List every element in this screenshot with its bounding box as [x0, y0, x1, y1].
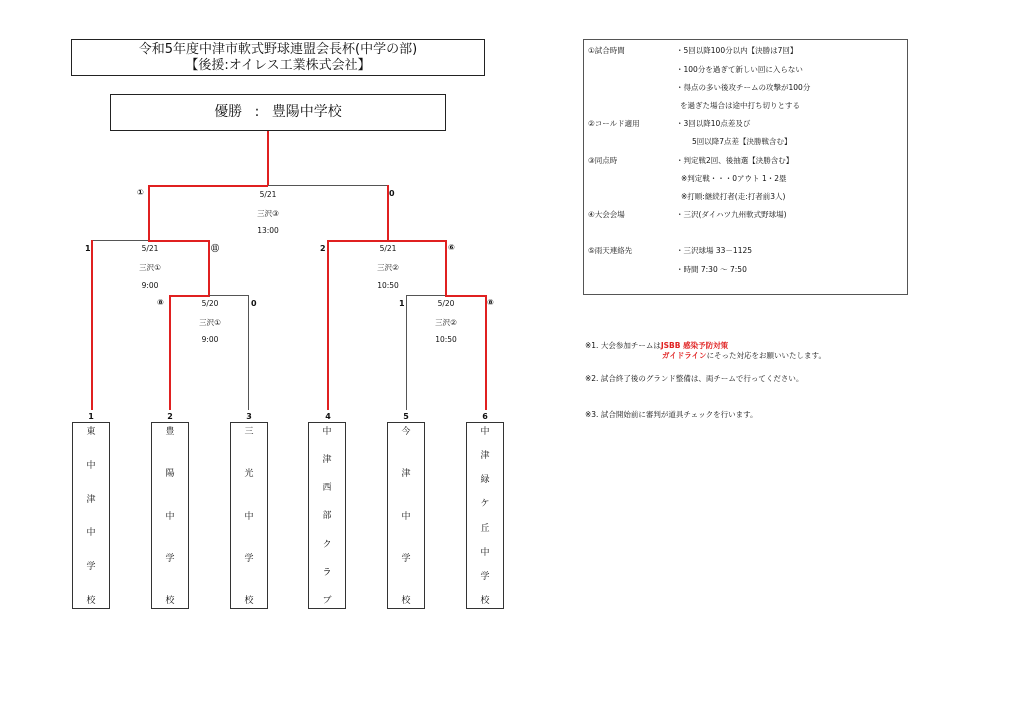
team6-char: 津 — [480, 451, 490, 462]
team4-char: 部 — [322, 511, 332, 522]
rule4-label: ④大会会場 — [588, 210, 625, 219]
rule3-label: ③同点時 — [588, 156, 618, 165]
team4-char: ラ — [322, 567, 332, 578]
qf-left-score-left: ⑧ — [157, 298, 164, 307]
qf-left-venue: 三沢① — [199, 318, 221, 327]
final-score-right: 0 — [389, 189, 395, 198]
semi-left-score-right: ⑪ — [211, 244, 219, 253]
team3-seed: 3 — [246, 412, 252, 421]
team4-line — [327, 240, 329, 410]
note-1-suffix: にそった対応をお願いいたします。 — [706, 351, 826, 360]
team6-char: 丘 — [480, 523, 490, 534]
team3-char: 三 — [244, 427, 254, 437]
rule4-line1: ・三沢(ダイハツ九州軟式野球場) — [676, 210, 787, 219]
team3-char: 光 — [244, 469, 254, 480]
champion-box — [110, 94, 446, 131]
tournament-title — [71, 39, 485, 76]
qf-right-time: 10:50 — [435, 335, 457, 344]
team2-seed: 2 — [167, 412, 173, 421]
final-drop-left — [148, 185, 150, 241]
team1-char: 中 — [86, 460, 96, 471]
team6-char: ケ — [480, 499, 490, 510]
team3-char: 中 — [244, 511, 254, 522]
team5-char: 校 — [401, 596, 411, 606]
note-3: ※3. 試合開始前に審判が道具チェックを行います。 — [585, 410, 758, 419]
semi-right-drop-right — [445, 240, 447, 296]
team6-seed: 6 — [482, 412, 488, 421]
qf-right-line-b — [445, 295, 486, 297]
team1-char: 中 — [86, 528, 96, 539]
note-1-guideline: ガイドライン — [662, 351, 707, 360]
team5-char: 中 — [401, 511, 411, 522]
team6-char: 中 — [480, 427, 490, 437]
final-venue: 三沢③ — [257, 209, 279, 218]
semi-right-line-a — [327, 240, 388, 242]
rule2-line1: ・3回以降10点差及び — [676, 119, 751, 128]
semi-right-score-right: ⑥ — [448, 243, 455, 252]
semi-right-score-left: 2 — [320, 244, 326, 253]
qf-right-line-a — [406, 295, 446, 296]
semi-left-date: 5/21 — [141, 244, 159, 253]
semi-right-time: 10:50 — [377, 281, 399, 290]
semi-right-venue: 三沢② — [377, 263, 399, 272]
team2-box — [151, 422, 189, 609]
rule3-line2: ※判定戦・・・0アウト 1・2塁 — [681, 174, 787, 183]
semi-right-date: 5/21 — [379, 244, 397, 253]
note-1-guideline-title: JSBB 感染予防対策 — [660, 341, 729, 350]
team1-char: 学 — [86, 562, 96, 573]
team3-line — [248, 295, 249, 410]
semi-left-score-left: 1 — [85, 244, 91, 253]
qf-right-venue: 三沢② — [435, 318, 457, 327]
champion-stem — [267, 131, 269, 186]
team2-char: 校 — [165, 596, 175, 606]
rule3-line3: ※打順:継続打者(走:打者前3人) — [681, 192, 786, 201]
team1-line — [91, 240, 93, 410]
rule5-line2: ・時間 7:30 ～ 7:50 — [676, 265, 747, 274]
team5-seed: 5 — [403, 412, 409, 421]
team3-box — [230, 422, 268, 609]
team6-box — [466, 422, 504, 609]
rule2-label: ②コールド適用 — [588, 119, 640, 128]
team6-char: 校 — [480, 595, 490, 606]
team5-box — [387, 422, 425, 609]
team5-line — [406, 295, 407, 410]
rule1-line1: ・5回以降100分以内【決勝は7回】 — [676, 46, 798, 55]
team5-char: 津 — [401, 469, 411, 480]
champion-label: 優勝 — [214, 104, 243, 120]
qf-right-score-right: ⑧ — [487, 298, 494, 307]
team6-char: 中 — [480, 547, 490, 558]
semi-left-venue: 三沢① — [139, 263, 161, 272]
qf-left-score-right: 0 — [251, 299, 257, 308]
qf-left-time: 9:00 — [201, 335, 219, 344]
rule5-line1: ・三沢球場 33－1125 — [676, 246, 753, 255]
qf-left-line-a — [169, 295, 210, 297]
team6-line — [485, 295, 487, 410]
team1-box — [72, 422, 110, 609]
qf-right-score-left: 1 — [399, 299, 405, 308]
semi-left-time: 9:00 — [141, 281, 159, 290]
rule1-line2: ・100分を過ぎて新しい回に入らない — [676, 65, 803, 74]
final-date: 5/21 — [259, 190, 277, 199]
note-1-line2 — [662, 350, 826, 361]
team4-char: ク — [322, 539, 332, 550]
semi-left-line-b — [148, 240, 209, 242]
team5-char: 今 — [401, 427, 411, 437]
final-score-left: ① — [137, 188, 144, 197]
qf-right-date: 5/20 — [437, 299, 455, 308]
champion-team: 豊陽中学校 — [271, 104, 342, 120]
rule2-line2: 5回以降7点差【決勝戦含む】 — [692, 137, 792, 146]
rule1-line3: ・得点の多い後攻チームの攻撃が100分 — [676, 83, 811, 92]
team1-seed: 1 — [88, 412, 94, 421]
team2-char: 学 — [165, 553, 175, 564]
semi-left-drop-right — [208, 240, 210, 296]
semi-left-line-a — [91, 240, 149, 241]
rule1-label: ①試合時間 — [588, 46, 625, 55]
rule5-label: ⑤雨天連絡先 — [588, 246, 633, 255]
team3-char: 校 — [244, 596, 254, 606]
team4-seed: 4 — [325, 412, 331, 421]
team4-char: 中 — [322, 427, 332, 437]
rule3-line1: ・判定戦2回、後抽選【決勝含む】 — [676, 156, 794, 165]
team4-char: ブ — [322, 595, 332, 606]
note-1-prefix: ※1. 大会参加チームは — [585, 341, 661, 350]
team2-line — [169, 295, 171, 410]
team5-char: 学 — [401, 553, 411, 564]
team1-char: 津 — [86, 494, 96, 505]
team3-char: 学 — [244, 553, 254, 564]
semi-right-line-b — [387, 240, 446, 242]
champion-separator: : — [254, 104, 260, 120]
team2-char: 豊 — [165, 427, 175, 437]
note-2: ※2. 試合終了後のグランド整備は、両チームで行ってください。 — [585, 374, 804, 383]
final-time: 13:00 — [257, 226, 279, 235]
final-line-left — [148, 185, 268, 187]
rule1-line4: を過ぎた場合は途中打ち切りとする — [680, 101, 800, 110]
team4-box — [308, 422, 346, 609]
team2-char: 中 — [165, 511, 175, 522]
team1-char: 校 — [86, 595, 96, 606]
final-line-right — [268, 185, 389, 186]
team6-char: 緑 — [480, 475, 490, 486]
team1-char: 東 — [86, 427, 96, 437]
qf-left-line-b — [209, 295, 249, 296]
team4-char: 西 — [322, 483, 332, 494]
team2-char: 陽 — [165, 469, 175, 480]
rules-box — [583, 39, 908, 295]
title-line-1: 令和5年度中津市軟式野球連盟会長杯(中学の部) — [138, 42, 418, 57]
qf-left-date: 5/20 — [201, 299, 219, 308]
team6-char: 学 — [480, 571, 490, 582]
title-line-2: 【後援:オイレス工業株式会社】 — [185, 58, 371, 73]
team4-char: 津 — [322, 455, 332, 466]
